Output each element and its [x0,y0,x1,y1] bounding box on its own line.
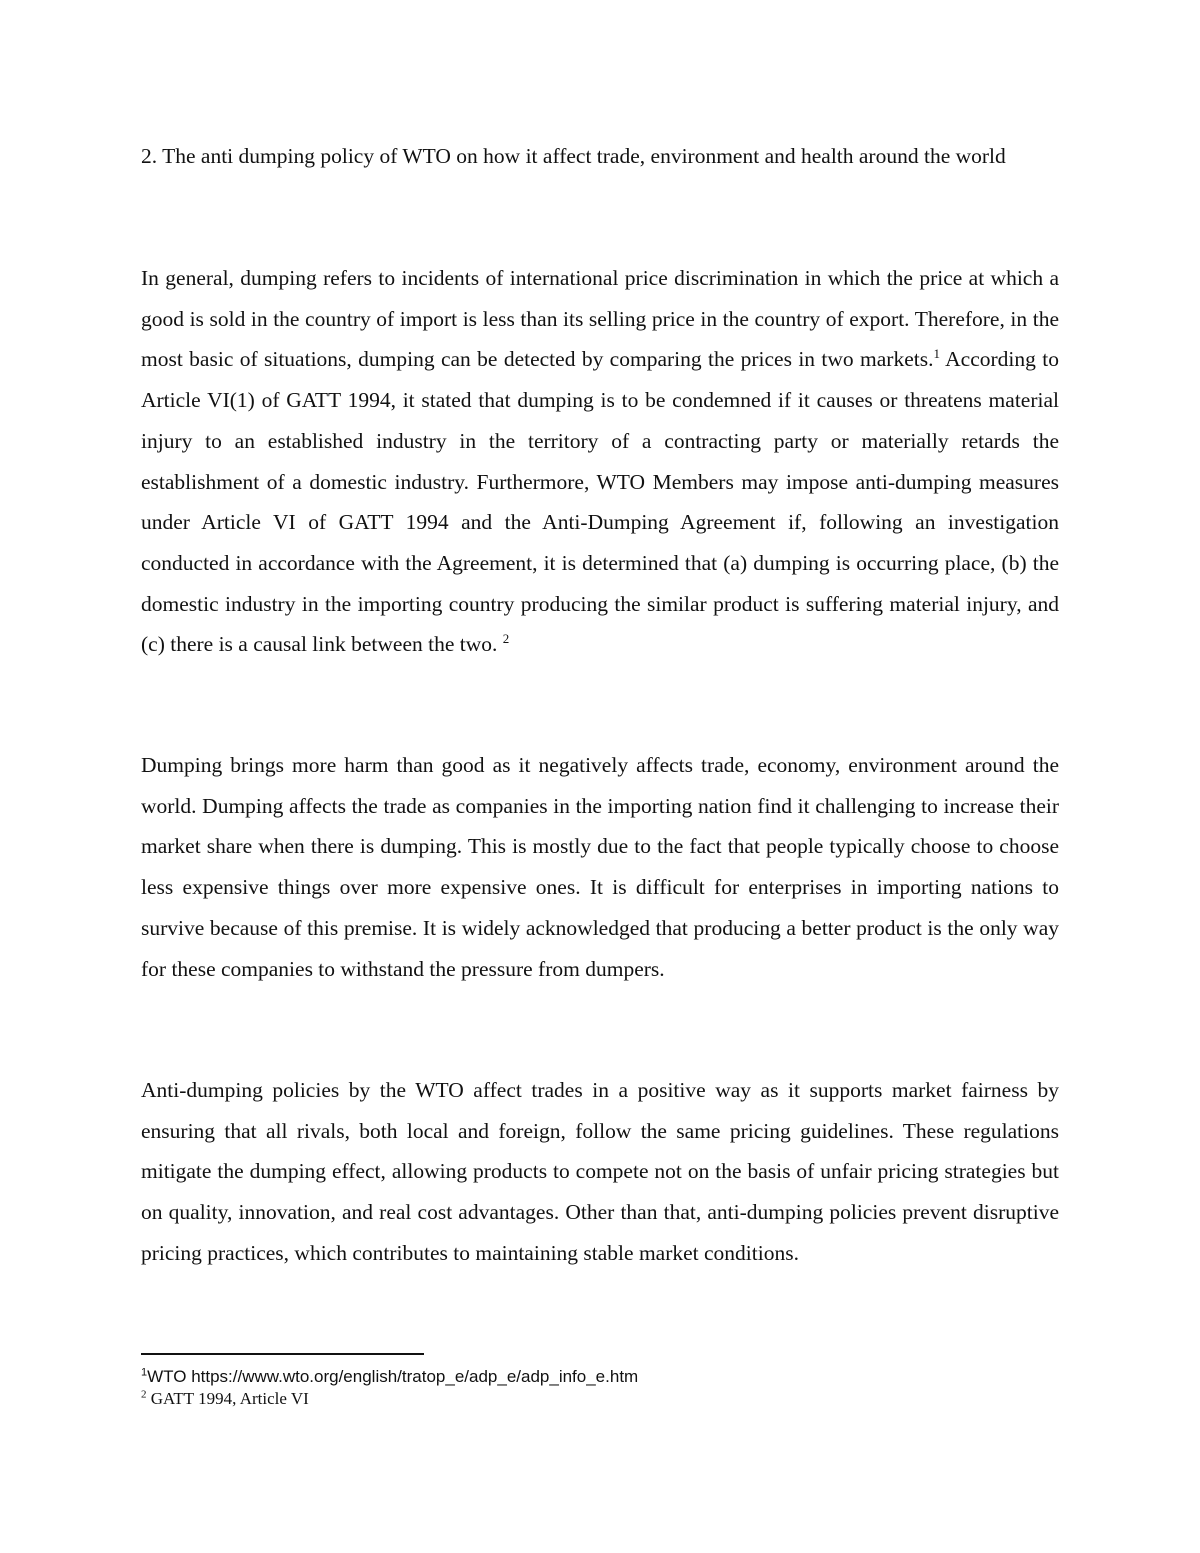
paragraph-dumping-definition [141,258,1059,665]
footnote-reference-1[interactable]: 1 [933,346,940,362]
footnote-mark: 2 [141,1388,147,1401]
paragraph-text: In general, dumping refers to incidents of international price discrimination in which the price at which a good is sold in the country of import is less than its selling price in the country of export. Therefore, in the most basic of situations, dumping can be detected by comparing the prices in two markets. [141,266,1059,372]
footnotes-section [141,1366,1059,1410]
paragraph-anti-dumping-effects: Anti-dumping policies by the WTO affect trades in a positive way as it supports market fairness by ensuring that all rivals, both local and foreign, follow the same pricing guidelines. These regulations mitigate the dumping effect, allowing products to compete not on the basis of unfair pricing strategies but on quality, innovation, and real cost advantages. Other than that, anti-dumping policies prevent disruptive pricing practices, which contributes to maintaining stable market conditions. [141,1078,1059,1265]
paragraph-dumping-harm: Dumping brings more harm than good as it negatively affects trade, economy, environment around the world. Dumping affects the trade as companies in the importing nation find it challenging to increase their market share when there is dumping. This is mostly due to the fact that people typically choose to choose less expensive things over more expensive ones. It is difficult for enterprises in importing nations to survive because of this premise. It is widely acknowledged that producing a better product is the only way for these companies to withstand the pressure from dumpers. [141,753,1059,981]
footnote-reference-2[interactable]: 2 [502,631,510,647]
paragraph-text: According to Article VI(1) of GATT 1994, it stated that dumping is to be condemned if it causes or threatens material injury to an established industry in the territory of a contracting party or materially retards the establishment of a domestic industry. Furthermore, WTO Members may impose anti-dumping measures under Article VI of GATT 1994 and the Anti-Dumping Agreement if, following an investigation conducted in accordance with the Agreement, it is determined that (a) dumping is occurring place, (b) the domestic industry in the importing country producing the similar product is suffering material injury, and (c) there is a causal link between the two. [141,347,1059,657]
footnote-text: GATT 1994, Article VI [146,1389,309,1408]
footnote-2 [141,1388,1059,1410]
footnote-text[interactable]: WTO https://www.wto.org/english/tratop_e/adp_e/adp_info_e.htm [147,1367,639,1386]
footnote-mark: 1 [141,1366,148,1379]
footnote-1 [141,1366,1059,1388]
section-heading: 2. The anti dumping policy of WTO on how it affect trade, environment and health around the world [141,144,1006,168]
footnote-separator [141,1353,424,1355]
